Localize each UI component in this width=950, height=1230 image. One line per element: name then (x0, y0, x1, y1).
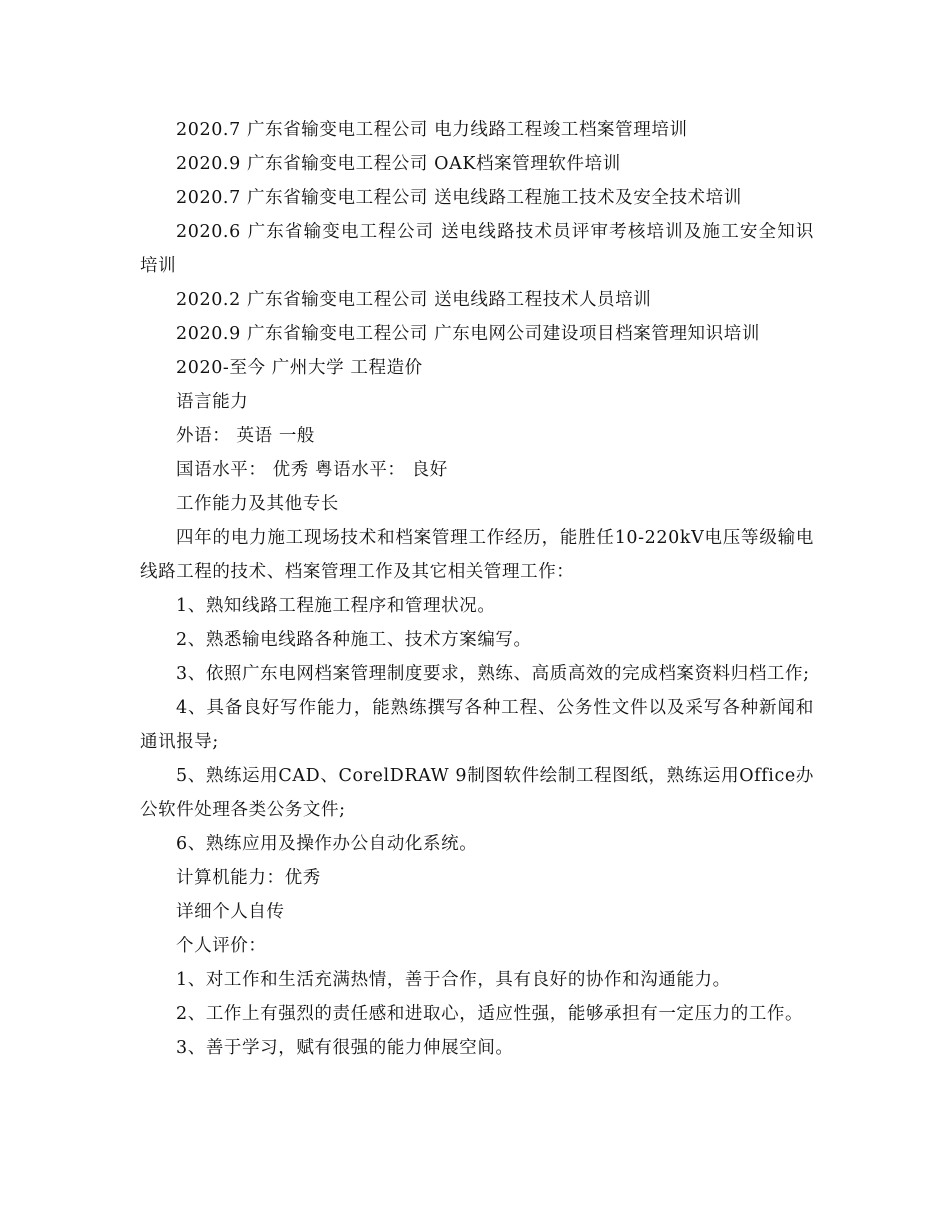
training-entry: 2020.9 广东省输变电工程公司 OAK档案管理软件培训 (176, 154, 621, 174)
education-entry: 2020-至今 广州大学 工程造价 (176, 358, 423, 378)
evaluation-item: 1、对工作和生活充满热情，善于合作，具有良好的协作和沟通能力。 (176, 970, 731, 990)
skill-item: 5、熟练运用CAD、CorelDRAW 9制图软件绘制工程图纸，熟练运用Office办公软件处理各类公务文件; (140, 766, 814, 820)
section-heading-autobiography: 详细个人自传 (176, 902, 285, 922)
foreign-language-line: 外语： 英语 一般 (176, 426, 316, 446)
section-heading-language: 语言能力 (176, 392, 249, 412)
section-heading-evaluation: 个人评价： (176, 936, 267, 956)
skill-item: 3、依照广东电网档案管理制度要求，熟练、高质高效的完成档案资料归档工作; (176, 664, 810, 684)
training-entry: 2020.2 广东省输变电工程公司 送电线路工程技术人员培训 (176, 290, 652, 310)
dialect-level-line: 国语水平： 优秀 粤语水平： 良好 (176, 460, 448, 480)
skill-item: 2、熟悉输电线路各种施工、技术方案编写。 (176, 630, 532, 650)
skill-item: 4、具备良好写作能力，能熟练撰写各种工程、公务性文件以及采写各种新闻和通讯报导; (140, 698, 814, 752)
computer-skill-line: 计算机能力：优秀 (176, 868, 321, 888)
training-entry: 2020.7 广东省输变电工程公司 送电线路工程施工技术及安全技术培训 (176, 188, 742, 208)
evaluation-item: 2、工作上有强烈的责任感和进取心，适应性强，能够承担有一定压力的工作。 (176, 1004, 804, 1024)
skill-item: 1、熟知线路工程施工程序和管理状况。 (176, 596, 496, 616)
skills-summary: 四年的电力施工现场技术和档案管理工作经历，能胜任10-220kV电压等级输电线路工程的技术、档案管理工作及其它相关管理工作： (140, 528, 814, 582)
training-entry: 2020.9 广东省输变电工程公司 广东电网公司建设项目档案管理知识培训 (176, 324, 760, 344)
training-entry: 2020.7 广东省输变电工程公司 电力线路工程竣工档案管理培训 (176, 120, 688, 140)
document-body (140, 113, 814, 1065)
section-heading-skills: 工作能力及其他专长 (176, 494, 339, 514)
training-entry: 2020.6 广东省输变电工程公司 送电线路技术员评审考核培训及施工安全知识培训 (140, 222, 814, 276)
skill-item: 6、熟练应用及操作办公自动化系统。 (176, 834, 478, 854)
evaluation-item: 3、善于学习，赋有很强的能力伸展空间。 (176, 1038, 514, 1058)
